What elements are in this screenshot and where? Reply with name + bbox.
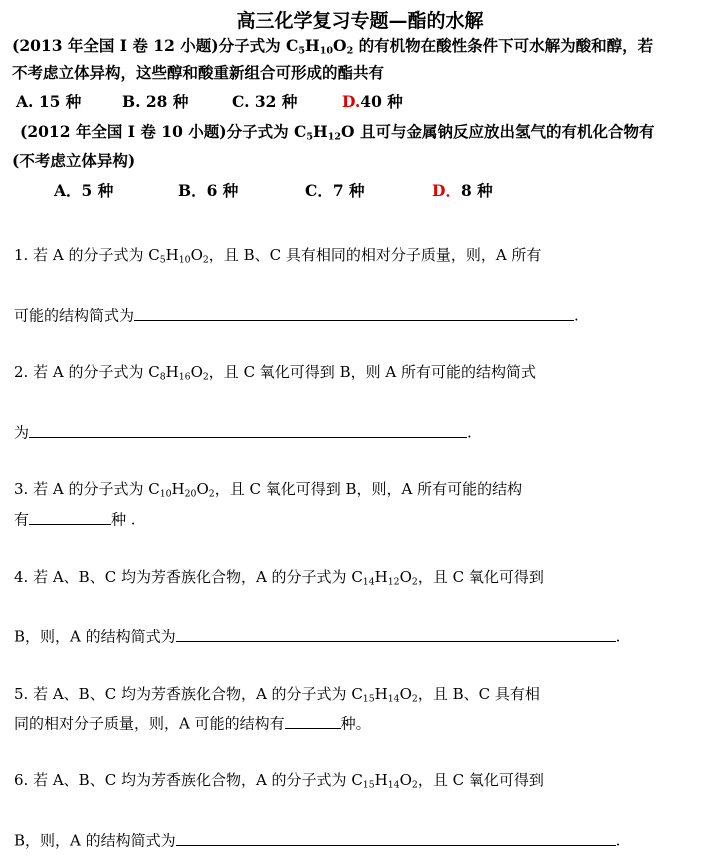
item-5-line1: 5. 若 A、B、C 均为芳香族化合物，A 的分子式为 $C_{15}H_{14}O_2$，且 B、C 具有相 bbox=[14, 685, 540, 705]
item-3-line2: 有 种 . bbox=[14, 507, 136, 530]
answer-blank-5[interactable] bbox=[285, 711, 341, 729]
q2012-option-d: D．8 种 bbox=[432, 181, 493, 200]
q2013-option-a: A. 15 种 bbox=[16, 92, 82, 111]
answer-blank-2[interactable] bbox=[29, 420, 467, 438]
answer-blank-6[interactable] bbox=[176, 828, 616, 846]
q2012-answer-letter: D． bbox=[432, 181, 461, 200]
q2013-line2: 不考虑立体异构，这些醇和酸重新组合可形成的酯共有 bbox=[12, 63, 385, 82]
q2013-answer-letter: D. bbox=[342, 92, 361, 111]
item-4-line1: 4. 若 A、B、C 均为芳香族化合物，A 的分子式为 $C_{14}H_{12}O_2$，且 C 氧化可得到 bbox=[14, 568, 544, 588]
page-title: 高三化学复习专题—酯的水解 bbox=[236, 10, 484, 32]
answer-blank-1[interactable] bbox=[134, 303, 574, 321]
q2013-option-d: D.40 种 bbox=[342, 92, 403, 111]
answer-blank-3[interactable] bbox=[29, 507, 111, 525]
q2013-line1: (2013 年全国 I 卷 12 小题)分子式为 $C_5H_{10}O_2$ 的有机物在酸性条件下可水解为酸和醇，若 bbox=[12, 36, 654, 57]
q2013-option-b: B. 28 种 bbox=[122, 92, 189, 111]
q2013-option-c: C. 32 种 bbox=[232, 92, 298, 111]
q2012-option-c: C．7 种 bbox=[305, 181, 365, 200]
q2012-line2: (不考虑立体异构) bbox=[12, 151, 136, 170]
item-6-line1: 6. 若 A、B、C 均为芳香族化合物，A 的分子式为 $C_{15}H_{14}O_2$，且 C 氧化可得到 bbox=[14, 771, 544, 791]
item-4-line2: B，则，A 的结构简式为 . bbox=[14, 624, 620, 647]
q2012-option-a: A．5 种 bbox=[54, 181, 114, 200]
item-1-line1: 1. 若 A 的分子式为 $C_5H_{10}O_2$，且 B、C 具有相同的相对分子质量，则，A 所有 bbox=[14, 246, 542, 266]
item-2-line2: 为 . bbox=[14, 420, 472, 443]
item-5-line2: 同的相对分子质量，则，A 可能的结构有 种。 bbox=[14, 711, 371, 734]
q2012-line1: (2012 年全国 I 卷 10 小题)分子式为 $C_5H_{12}O$ 且可与金属钠反应放出氢气的有机化合物有 bbox=[20, 122, 655, 143]
item-6-line2: B，则，A 的结构简式为 . bbox=[14, 828, 620, 851]
item-1-line2: 可能的结构简式为 . bbox=[14, 303, 579, 326]
answer-blank-4[interactable] bbox=[176, 624, 616, 642]
item-2-line1: 2. 若 A 的分子式为 $C_8H_{16}O_2$，且 C 氧化可得到 B，则 A 所有可能的结构简式 bbox=[14, 363, 536, 383]
q2012-option-b: B．6 种 bbox=[178, 181, 239, 200]
item-3-line1: 3. 若 A 的分子式为 $C_{10}H_{20}O_2$，且 C 氧化可得到 B，则，A 所有可能的结构 bbox=[14, 480, 523, 500]
